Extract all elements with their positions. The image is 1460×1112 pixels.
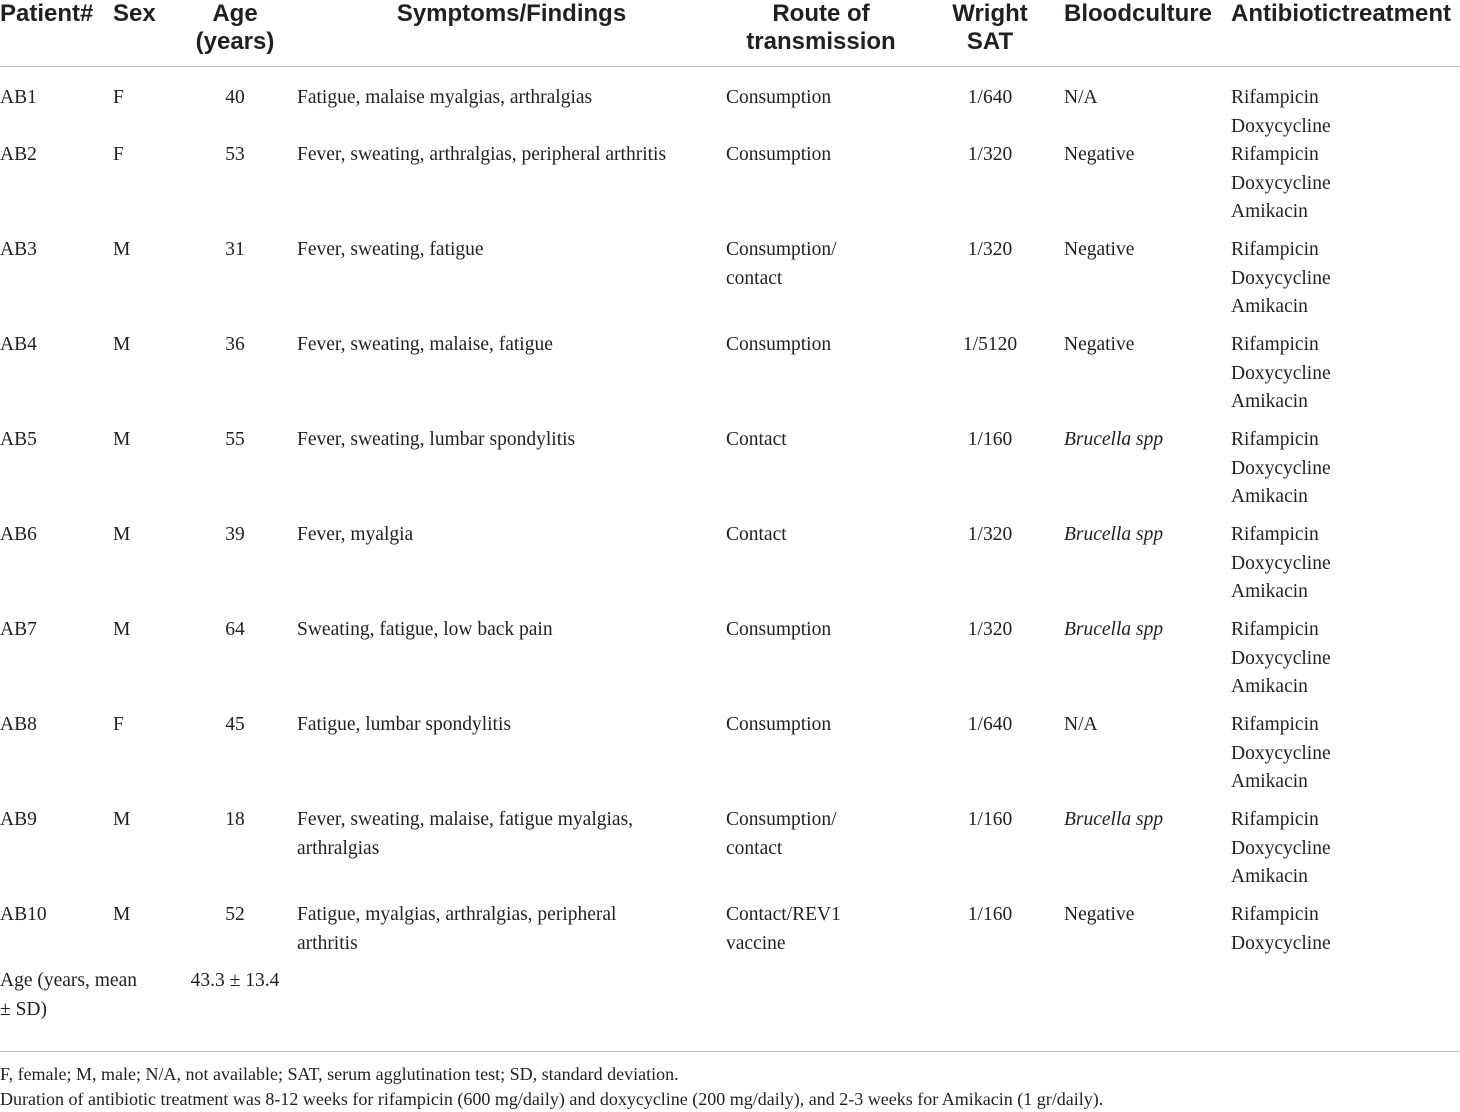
cell-symptoms-text: Fever, sweating, lumbar spondylitis	[297, 429, 576, 450]
cell-sex	[113, 806, 173, 901]
cell-sat	[916, 426, 1064, 521]
header-line: Age	[212, 0, 258, 27]
summary-label-text: Age (years, mean	[0, 970, 137, 991]
cell-symptoms-text: Sweating, fatigue, low back pain	[297, 619, 553, 640]
cell-route-text: Consumption/	[726, 809, 837, 830]
cell-age	[173, 901, 297, 967]
cell-treatment-text: Doxycycline	[1231, 457, 1331, 479]
cell-sex	[113, 236, 173, 331]
summary-label-text: ± SD)	[0, 998, 47, 1020]
cell-treatment-text: Amikacin	[1231, 866, 1308, 887]
cell-sex-text: F	[113, 144, 124, 165]
cell-age	[173, 331, 297, 426]
cell-route-text: Contact	[726, 524, 787, 545]
cell-age	[173, 806, 297, 901]
cell-symptoms	[297, 67, 726, 142]
table-row	[0, 331, 1460, 426]
cell-symptoms-text: Fever, sweating, malaise, fatigue myalgias,	[297, 809, 634, 830]
cell-bloodculture	[1064, 901, 1231, 967]
cell-patient-text: AB2	[0, 144, 37, 165]
cell-treatment	[1231, 711, 1460, 806]
table-footnotes	[0, 1062, 1460, 1112]
cell-patient	[0, 711, 113, 806]
cell-patient	[0, 901, 113, 967]
cell-age-text: 39	[225, 524, 245, 545]
cell-treatment-text: Amikacin	[1231, 391, 1308, 412]
cell-treatment-text: Amikacin	[1231, 581, 1308, 602]
cell-bloodculture-text: N/A	[1064, 714, 1098, 735]
summary-empty-cell	[1231, 967, 1460, 1033]
table-row	[0, 426, 1460, 521]
cell-sex	[113, 141, 173, 236]
cell-age	[173, 521, 297, 616]
cell-sex-text: M	[113, 239, 131, 260]
cell-patient	[0, 426, 113, 521]
cell-age-text: 18	[225, 809, 245, 830]
cell-treatment-text: Doxycycline	[1231, 932, 1331, 954]
cell-bloodculture	[1064, 236, 1231, 331]
cell-sat	[916, 806, 1064, 901]
cell-treatment-text: Rifampicin	[1231, 87, 1319, 108]
cell-route-text: Consumption	[726, 714, 832, 735]
cell-sat	[916, 616, 1064, 711]
cell-symptoms-text: arthritis	[297, 932, 358, 954]
cell-patient	[0, 67, 113, 142]
table-row	[0, 236, 1460, 331]
header-line: Patient#	[0, 0, 94, 27]
cell-bloodculture	[1064, 426, 1231, 521]
table-body	[0, 67, 1460, 1034]
cell-symptoms	[297, 901, 726, 967]
cell-treatment-text: Rifampicin	[1231, 619, 1319, 640]
cell-sat-text: 1/320	[967, 524, 1013, 545]
cell-sat-text: 1/320	[967, 144, 1013, 165]
cell-age	[173, 616, 297, 711]
table-row	[0, 806, 1460, 901]
cell-age	[173, 67, 297, 142]
cell-age-text: 36	[225, 334, 245, 355]
cell-patient	[0, 806, 113, 901]
table-row	[0, 711, 1460, 806]
cell-sat	[916, 901, 1064, 967]
cell-bloodculture-text: Negative	[1064, 239, 1135, 260]
cell-symptoms	[297, 711, 726, 806]
header-age	[173, 0, 297, 67]
cell-symptoms	[297, 521, 726, 616]
cell-treatment-text: Doxycycline	[1231, 742, 1331, 764]
summary-label	[0, 967, 173, 1033]
cell-sat-text: 1/160	[967, 429, 1013, 450]
cell-sex-text: M	[113, 524, 131, 545]
cell-treatment	[1231, 236, 1460, 331]
cell-sex	[113, 616, 173, 711]
cell-sat	[916, 141, 1064, 236]
cell-treatment-text: Rifampicin	[1231, 714, 1319, 735]
cell-sex	[113, 521, 173, 616]
cell-symptoms	[297, 236, 726, 331]
cell-bloodculture-text: Brucella spp	[1064, 619, 1164, 640]
cell-sex-text: M	[113, 619, 131, 640]
cell-treatment-text: Rifampicin	[1231, 239, 1319, 260]
cell-bloodculture-text: Negative	[1064, 144, 1135, 165]
cell-route	[726, 331, 916, 426]
cell-age-text: 31	[225, 239, 245, 260]
cell-route-text: Consumption	[726, 144, 832, 165]
header-symptoms	[297, 0, 726, 67]
cell-patient	[0, 616, 113, 711]
cell-symptoms	[297, 141, 726, 236]
cell-route-text: Contact/REV1	[726, 904, 841, 925]
cell-age-text: 53	[225, 144, 245, 165]
cell-sat-text: 1/640	[967, 87, 1013, 108]
cell-bloodculture	[1064, 141, 1231, 236]
cell-treatment	[1231, 806, 1460, 901]
cell-bloodculture-text: N/A	[1064, 87, 1098, 108]
cell-symptoms-text: Fever, myalgia	[297, 524, 414, 545]
table-row	[0, 67, 1460, 142]
cell-bloodculture	[1064, 331, 1231, 426]
cell-bloodculture	[1064, 711, 1231, 806]
cell-treatment-text: Amikacin	[1231, 771, 1308, 792]
cell-age	[173, 236, 297, 331]
cell-treatment	[1231, 521, 1460, 616]
cell-route	[726, 67, 916, 142]
cell-route-text: contact	[726, 267, 783, 289]
cell-treatment-text: Doxycycline	[1231, 267, 1331, 289]
cell-patient	[0, 236, 113, 331]
footnote-treatment-duration: Duration of antibiotic treatment was 8-12 weeks for rifampicin (600 mg/daily) and doxycycline (200 mg/daily), and 2-3 weeks for Amikacin (1 gr/daily).	[0, 1089, 1104, 1109]
cell-sex	[113, 711, 173, 806]
summary-empty-cell	[726, 967, 916, 1033]
cell-patient-text: AB7	[0, 619, 37, 640]
cell-sex-text: F	[113, 714, 124, 735]
cell-treatment	[1231, 426, 1460, 521]
cell-sat-text: 1/640	[967, 714, 1013, 735]
cell-sex-text: F	[113, 87, 124, 108]
cell-treatment-text: Amikacin	[1231, 296, 1308, 317]
cell-sex-text: M	[113, 809, 131, 830]
cell-age-text: 52	[225, 904, 245, 925]
cell-treatment-text: Rifampicin	[1231, 429, 1319, 450]
table-row	[0, 521, 1460, 616]
cell-route-text: Consumption/	[726, 239, 837, 260]
cell-age-text: 64	[225, 619, 245, 640]
cell-route	[726, 236, 916, 331]
header-sat	[916, 0, 1064, 67]
header-bloodculture	[1064, 0, 1231, 67]
cell-symptoms	[297, 806, 726, 901]
footnote-abbreviations: F, female; M, male; N/A, not available; SAT, serum agglutination test; SD, standard deviation.	[0, 1064, 679, 1084]
cell-bloodculture-text: Brucella spp	[1064, 524, 1164, 545]
cell-symptoms-text: Fever, sweating, malaise, fatigue	[297, 334, 553, 355]
cell-route-text: Consumption	[726, 87, 832, 108]
cell-bloodculture	[1064, 67, 1231, 142]
cell-symptoms	[297, 616, 726, 711]
cell-route	[726, 616, 916, 711]
cell-patient	[0, 331, 113, 426]
header-line: Bloodculture	[1064, 0, 1212, 27]
cell-treatment	[1231, 901, 1460, 967]
cell-sat-text: 1/320	[967, 619, 1013, 640]
cell-route	[726, 521, 916, 616]
cell-treatment	[1231, 67, 1460, 142]
cell-patient	[0, 521, 113, 616]
cell-symptoms-text: Fatigue, lumbar spondylitis	[297, 714, 511, 735]
cell-sat	[916, 711, 1064, 806]
cell-patient-text: AB1	[0, 87, 37, 108]
table-row	[0, 616, 1460, 711]
cell-bloodculture-text: Brucella spp	[1064, 809, 1164, 830]
summary-empty-cell	[916, 967, 1064, 1033]
cell-treatment-text: Amikacin	[1231, 486, 1308, 507]
cell-treatment-text: Rifampicin	[1231, 334, 1319, 355]
cell-bloodculture-text: Negative	[1064, 334, 1135, 355]
cell-patient-text: AB3	[0, 239, 37, 260]
cell-bloodculture	[1064, 521, 1231, 616]
cell-sex-text: M	[113, 429, 131, 450]
cell-route	[726, 711, 916, 806]
cell-sat-text: 1/160	[967, 809, 1013, 830]
header-line: SAT	[966, 28, 1014, 55]
cell-treatment-text: Doxycycline	[1231, 647, 1331, 669]
summary-row	[0, 967, 1460, 1033]
cell-symptoms-text: Fever, sweating, fatigue	[297, 239, 484, 260]
cell-sex	[113, 67, 173, 142]
cell-symptoms-text: Fever, sweating, arthralgias, peripheral arthritis	[297, 144, 667, 165]
cell-sat	[916, 67, 1064, 142]
cell-patient-text: AB10	[0, 904, 47, 925]
summary-empty-cell	[297, 967, 726, 1033]
table-header-row	[0, 0, 1460, 67]
cell-route-text: Consumption	[726, 619, 832, 640]
cell-treatment-text: Doxycycline	[1231, 115, 1331, 137]
cell-treatment-text: Amikacin	[1231, 201, 1308, 222]
cell-treatment	[1231, 616, 1460, 711]
cell-bloodculture-text: Brucella spp	[1064, 429, 1164, 450]
cell-bloodculture	[1064, 806, 1231, 901]
cell-patient-text: AB9	[0, 809, 37, 830]
cell-treatment-text: Rifampicin	[1231, 809, 1319, 830]
header-route	[726, 0, 916, 67]
cell-age	[173, 711, 297, 806]
cell-sat	[916, 236, 1064, 331]
summary-age-value: 43.3 ± 13.4	[190, 970, 280, 991]
cell-bloodculture-text: Negative	[1064, 904, 1135, 925]
cell-sex	[113, 426, 173, 521]
cell-age-text: 55	[225, 429, 245, 450]
header-treatment	[1231, 0, 1460, 67]
table-row	[0, 901, 1460, 967]
cell-sex-text: M	[113, 334, 131, 355]
cell-bloodculture	[1064, 616, 1231, 711]
cell-patient-text: AB5	[0, 429, 37, 450]
cell-symptoms	[297, 331, 726, 426]
cell-patient-text: AB8	[0, 714, 37, 735]
header-line: Route of	[772, 0, 870, 27]
header-line: Sex	[113, 0, 156, 27]
cell-route-text: vaccine	[726, 932, 786, 954]
footnote-divider	[0, 1051, 1460, 1052]
cell-route-text: contact	[726, 837, 783, 859]
cell-symptoms-text: arthralgias	[297, 837, 380, 859]
header-line: transmission	[746, 28, 896, 55]
cell-treatment-text: Rifampicin	[1231, 144, 1319, 165]
cell-treatment-text: Rifampicin	[1231, 524, 1319, 545]
cell-patient-text: AB4	[0, 334, 37, 355]
cell-treatment-text: Amikacin	[1231, 676, 1308, 697]
cell-sat	[916, 521, 1064, 616]
cell-age-text: 40	[225, 87, 245, 108]
cell-treatment-text: Doxycycline	[1231, 837, 1331, 859]
cell-symptoms	[297, 426, 726, 521]
cell-sat-text: 1/160	[967, 904, 1013, 925]
cell-treatment-text: Doxycycline	[1231, 362, 1331, 384]
cell-symptoms-text: Fatigue, myalgias, arthralgias, peripheral	[297, 904, 617, 925]
header-line: Antibiotictreatment	[1231, 0, 1452, 27]
cell-route	[726, 901, 916, 967]
cell-age-text: 45	[225, 714, 245, 735]
header-line: (years)	[195, 28, 275, 55]
header-sex	[113, 0, 173, 67]
cell-treatment-text: Doxycycline	[1231, 552, 1331, 574]
cell-symptoms-text: Fatigue, malaise myalgias, arthralgias	[297, 87, 593, 108]
cell-age	[173, 141, 297, 236]
summary-empty-cell	[1064, 967, 1231, 1033]
cell-treatment	[1231, 141, 1460, 236]
cell-patient	[0, 141, 113, 236]
cell-treatment	[1231, 331, 1460, 426]
cell-age	[173, 426, 297, 521]
header-line: Wright	[952, 0, 1028, 27]
cell-sat-text: 1/320	[967, 239, 1013, 260]
cell-sex	[113, 331, 173, 426]
cell-sat-text: 1/5120	[962, 334, 1018, 355]
cell-sat	[916, 331, 1064, 426]
cell-route	[726, 426, 916, 521]
cell-patient-text: AB6	[0, 524, 37, 545]
cell-treatment-text: Rifampicin	[1231, 904, 1319, 925]
cell-sex	[113, 901, 173, 967]
cell-route-text: Consumption	[726, 334, 832, 355]
cell-route	[726, 806, 916, 901]
table-row	[0, 141, 1460, 236]
cell-treatment-text: Doxycycline	[1231, 172, 1331, 194]
cell-route	[726, 141, 916, 236]
header-patient	[0, 0, 113, 67]
cell-sex-text: M	[113, 904, 131, 925]
header-line: Symptoms/Findings	[396, 0, 627, 27]
cell-route-text: Contact	[726, 429, 787, 450]
